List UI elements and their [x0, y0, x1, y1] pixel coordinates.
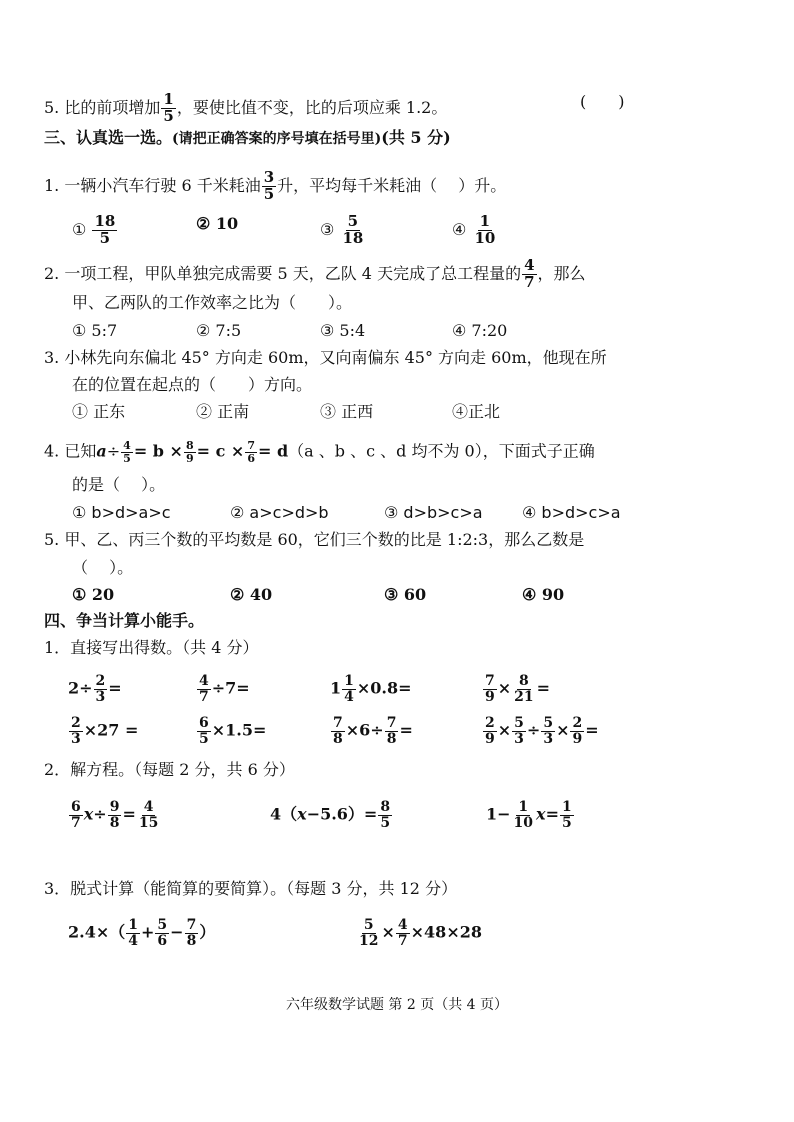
calc-expression: $\frac{6}{5}$ ×1.5=: [199, 715, 267, 747]
option-2[interactable]: ② a>c>d>b: [230, 503, 329, 522]
option-1[interactable]: ① 5:7: [72, 321, 118, 340]
option-3[interactable]: ③ 5:4: [320, 321, 366, 340]
calc-expression: $\frac{7}{9}$ × $\frac{8}{21}$ =: [485, 673, 551, 705]
subsection-title: 1．直接写出得数。（共 4 分）: [44, 638, 259, 657]
option-4[interactable]: ④正北: [452, 402, 501, 421]
section-title: 四、争当计算小能手。: [44, 611, 205, 630]
question-1: 1. 一辆小汽车行驶 6 千米耗油 $\frac{3}{5}$ 升，平均每千米耗油（ ）升。: [44, 168, 507, 203]
calc-expression: 1 $\frac{1}{4}$ ×0.8=: [330, 673, 412, 705]
option-4[interactable]: ④ b>d>c>a: [522, 503, 621, 522]
question-2-line2: 甲、乙两队的工作效率之比为（ ）。: [72, 293, 353, 312]
option-4[interactable]: ④ $\frac{1}{10}$: [452, 212, 496, 247]
option-2[interactable]: ② 40: [230, 585, 273, 604]
equation: 1− $\frac{1}{10}$ x= $\frac{1}{5}$: [486, 799, 572, 831]
option-1[interactable]: ① 20: [72, 585, 115, 604]
option-1[interactable]: ① b>d>a>c: [72, 503, 171, 522]
calc-expression: $\frac{4}{7}$ ÷7=: [199, 673, 250, 705]
answer-paren[interactable]: ( ): [580, 92, 625, 111]
fraction: $\frac{3}{5}$: [263, 168, 275, 203]
option-1[interactable]: ① $\frac{18}{5}$: [72, 212, 116, 247]
section-title: 三、认真选一选。(请把正确答案的序号填在括号里)(共 5 分): [44, 128, 451, 147]
question-3-line2: 在的位置在起点的（ ）方向。: [72, 375, 313, 394]
question-4: 4. 已知a÷ $\frac{4}{5}$ = b × $\frac{8}{9}$ = c × $\frac{7}{6}$ = d（a 、b 、c 、d 均不为 0），下面式子正确: [44, 439, 595, 465]
calc-expression: $\frac{5}{12}$ × $\frac{4}{7}$ ×48×28: [359, 917, 482, 949]
option-3[interactable]: ③ $\frac{5}{18}$: [320, 212, 364, 247]
option-3[interactable]: ③ d>b>c>a: [384, 503, 483, 522]
calc-expression: 2÷ $\frac{2}{3}$ =: [68, 673, 122, 705]
option-4[interactable]: ④ 90: [522, 585, 565, 604]
question-3: 3. 小林先向东偏北 45° 方向走 60m，又向南偏东 45° 方向走 60m，他现在所: [44, 348, 607, 367]
option-2[interactable]: ② 7:5: [196, 321, 242, 340]
question-4-line2: 的是（ ）。: [72, 475, 166, 494]
calc-expression: 2.4×（ $\frac{1}{4}$ + $\frac{5}{6}$ − $\frac{7}{8}$ ）: [68, 917, 216, 949]
question-2: 2. 一项工程，甲队单独完成需要 5 天，乙队 4 天完成了总工程量的 $\frac{4}{7}$ ，那么: [44, 256, 586, 291]
option-3[interactable]: ③ 60: [384, 585, 427, 604]
subsection-title: 2．解方程。（每题 2 分，共 6 分）: [44, 760, 295, 779]
fraction: $\frac{1}{5}$: [163, 90, 174, 125]
prev-question-5: 5. 比的前项增加 $\frac{1}{5}$ ，要使比值不变，比的后项应乘 1.2。: [44, 90, 448, 125]
option-2[interactable]: ② 10: [196, 214, 239, 233]
option-4[interactable]: ④ 7:20: [452, 321, 508, 340]
subsection-title: 3．脱式计算（能简算的要简算）。（每题 3 分，共 12 分）: [44, 879, 458, 898]
calc-expression: $\frac{2}{9}$ × $\frac{5}{3}$ ÷ $\frac{5}{3}$ × $\frac{2}{9}$ =: [485, 715, 599, 747]
calc-expression: $\frac{2}{3}$ ×27 =: [71, 715, 139, 747]
calc-expression: $\frac{7}{8}$ ×6÷ $\frac{7}{8}$ =: [333, 715, 413, 747]
equation: $\frac{6}{7}$ x÷ $\frac{9}{8}$ = $\frac{4}{15}$: [71, 799, 159, 831]
option-1[interactable]: ① 正东: [72, 402, 126, 421]
question-5: 5. 甲、乙、丙三个数的平均数是 60，它们三个数的比是 1:2:3，那么乙数是: [44, 530, 585, 549]
page-footer: 六年级数学试题 第 2 页（共 4 页）: [285, 997, 509, 1013]
equation: 4（x−5.6）= $\frac{8}{5}$: [270, 799, 391, 831]
option-2[interactable]: ② 正南: [196, 402, 250, 421]
option-3[interactable]: ③ 正西: [320, 402, 374, 421]
question-5-line2: （ ）。: [72, 558, 134, 577]
fraction: $\frac{4}{7}$: [524, 256, 535, 291]
